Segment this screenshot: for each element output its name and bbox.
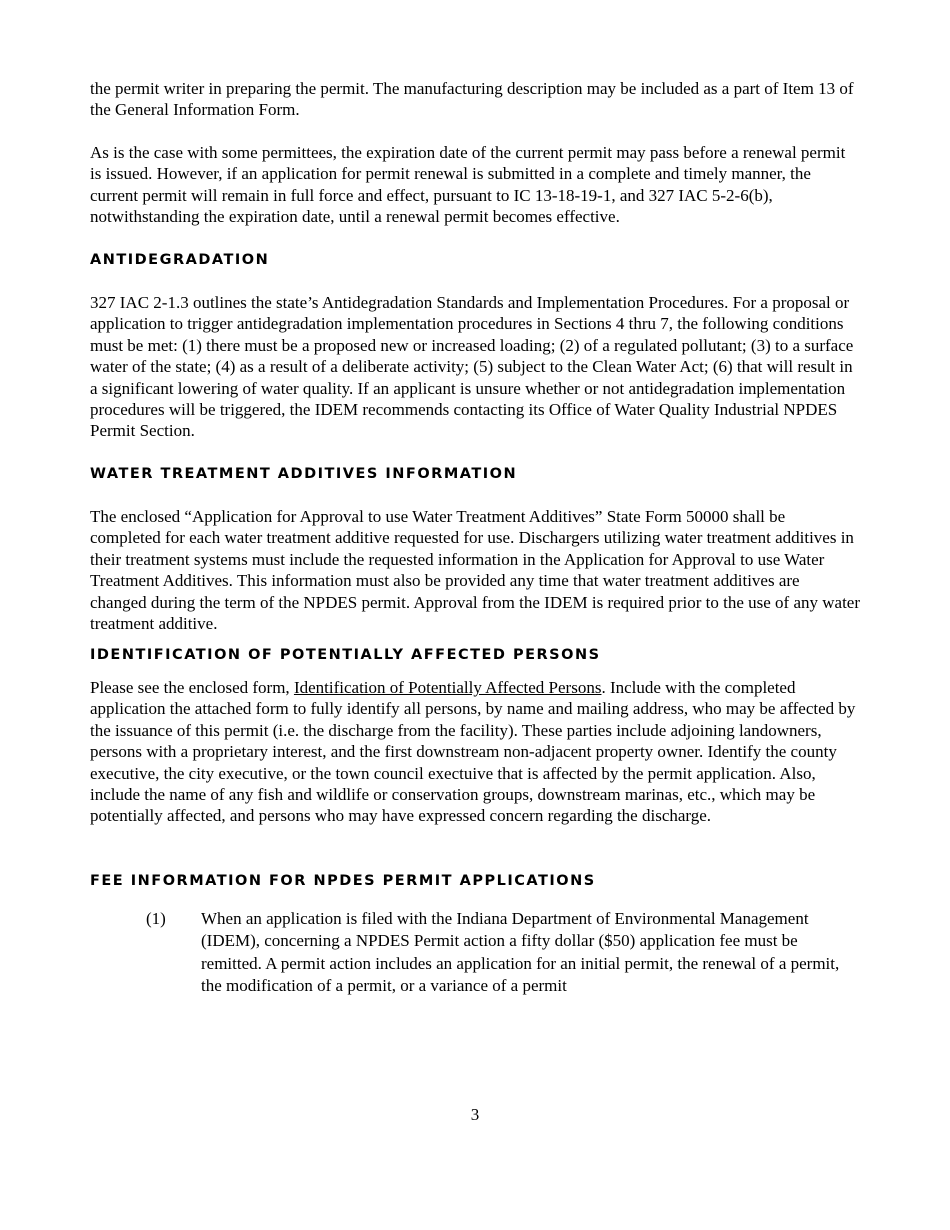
antidegradation-paragraph: 327 IAC 2-1.3 outlines the state’s Antidegradation Standards and Implementation Procedures. For a proposal or application to trigger antidegradation implementation procedures in Sections 4 thru 7, the following conditions must be met: (1) there must be a proposed new or increased loading; (2) of a regulated pollutant; (3) to a surface water of the state; (4) as a result of a deliberate activity; (5) subject to the Clean Water Act; (6) that will result in a significant lowering of water quality. If an applicant is unsure whether or not antidegradation implementation procedures will be triggered, the IDEM recommends contacting its Office of Water Quality Industrial NPDES Permit Section. — [90, 293, 854, 441]
water-treatment-paragraph: The enclosed “Application for Approval to use Water Treatment Additives” State Form 50000 shall be completed for each water treatment additive requested for use. Dischargers utilizing water treatment additives in their treatment systems must include the requested information in the Application for Approval to use Water Treatment Additives. This information must also be provided any time that water treatment additives are changed during the term of the NPDES permit. Approval from the IDEM is required prior to the use of any water treatment additive. — [90, 507, 860, 634]
affected-persons-heading: IDENTIFICATION OF POTENTIALLY AFFECTED PERSONS — [90, 647, 601, 663]
page-number: 3 — [470, 1105, 480, 1124]
fee-information-heading: FEE INFORMATION FOR NPDES PERMIT APPLICATIONS — [90, 873, 596, 889]
affected-persons-suffix: . Include with the completed application the attached form to fully identify all persons, by name and mailing address, who may be affected by the issuance of this permit (i.e. the discharge from the facility). These parties include adjoining landowners, persons with a proprietary interest, and the first downstream non-adjacent property owner. Identify the county executive, the city executive, or the town council exectuive that is affected by the permit application. Also, include the name of any fish and wildlife or conservation groups, downstream marinas, etc., which may be potentially affected, and persons who may have expressed concern regarding the discharge. — [90, 678, 856, 826]
affected-persons-form-name: Identification of Potentially Affected Persons — [293, 678, 602, 697]
affected-persons-paragraph — [90, 677, 860, 827]
affected-persons-prefix: Please see the enclosed form, — [90, 678, 294, 697]
antidegradation-heading: ANTIDEGRADATION — [90, 252, 270, 268]
intro-paragraph: the permit writer in preparing the permit. The manufacturing description may be included as a part of Item 13 of the General Information Form. — [90, 79, 854, 120]
fee-item-number: (1) — [146, 909, 166, 928]
expiration-paragraph: As is the case with some permittees, the expiration date of the current permit may pass before a renewal permit is issued. However, if an application for permit renewal is submitted in a complete and timely manner, the current permit will remain in full force and effect, pursuant to IC 13-18-19-1, and 327 IAC 5-2-6(b), notwithstanding the expiration date, until a renewal permit becomes effective. — [90, 143, 846, 227]
fee-item-text: When an application is filed with the Indiana Department of Environmental Management (IDEM), concerning a NPDES Permit action a fifty dollar ($50) application fee must be remitted. A permit action includes an application for an initial permit, the renewal of a permit, the modification of a permit, or a variance of a permit — [201, 909, 840, 996]
water-treatment-heading: WATER TREATMENT ADDITIVES INFORMATION — [90, 466, 518, 482]
